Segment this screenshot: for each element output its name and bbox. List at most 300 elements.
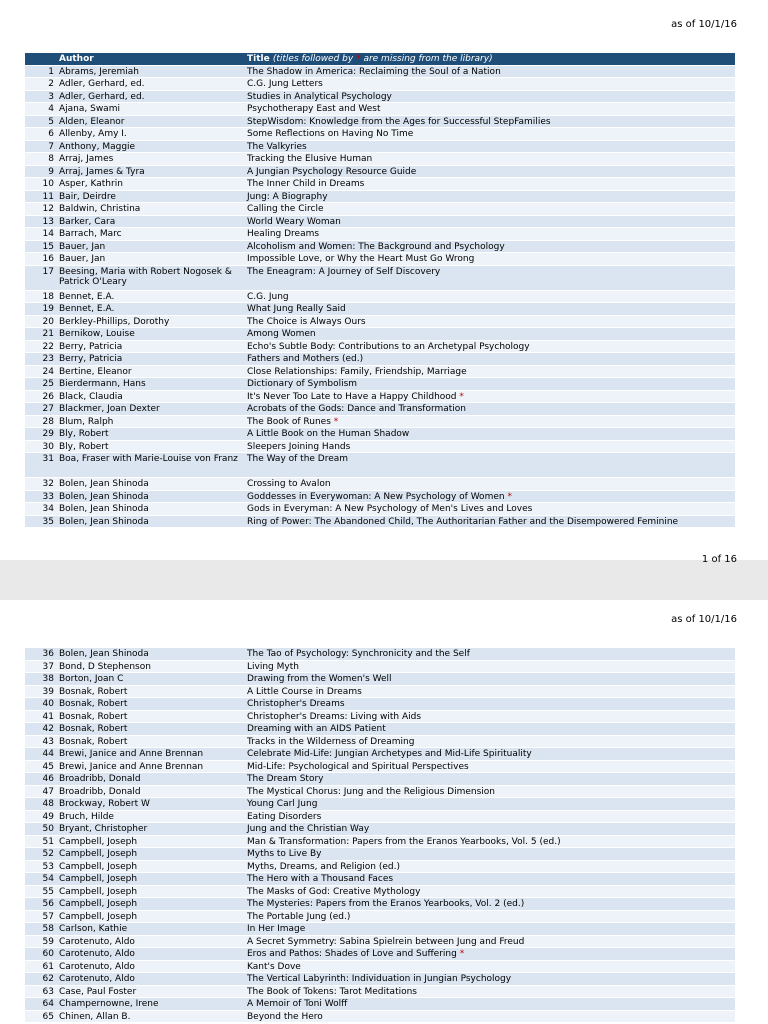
row-number: 59: [25, 935, 57, 948]
author-cell: Berkley-Phillips, Dorothy: [57, 315, 245, 328]
title-cell: [245, 165, 735, 178]
title-text: The Book of Tokens: Tarot Meditations: [247, 986, 417, 997]
title-text: The Vertical Labyrinth: Individuation in Jungian Psychology: [247, 974, 512, 984]
row-number: 53: [25, 860, 57, 873]
row-number: 31: [25, 453, 57, 478]
table-row: [25, 303, 735, 316]
author-cell: Bosnak, Robert: [57, 698, 245, 711]
title-cell: [245, 90, 735, 103]
author-cell: Abrams, Jeremiah: [57, 65, 245, 78]
table-row: [25, 948, 735, 961]
title-cell: [245, 365, 735, 378]
title-cell: [245, 440, 735, 453]
title-cell: [245, 773, 735, 786]
title-text: Eros and Pathos: Shades of Love and Suffering: [247, 949, 457, 959]
table-row: [25, 228, 735, 241]
title-cell: [245, 203, 735, 216]
row-number: 19: [25, 303, 57, 316]
title-cell: [245, 935, 735, 948]
author-cell: Campbell, Joseph: [57, 873, 245, 886]
title-text: Dreaming with an AIDS Patient: [247, 724, 386, 734]
row-number: 34: [25, 503, 57, 516]
table-row: [25, 960, 735, 973]
title-text: The Way of the Dream: [247, 454, 349, 464]
row-number: 41: [25, 710, 57, 723]
author-cell: Campbell, Joseph: [57, 910, 245, 923]
row-number: 7: [25, 140, 57, 153]
author-cell: Bauer, Jan: [57, 253, 245, 266]
author-cell: Adler, Gerhard, ed.: [57, 78, 245, 91]
author-column-header: Author: [57, 53, 245, 65]
row-number: 21: [25, 328, 57, 341]
title-cell: [245, 873, 735, 886]
table-row: [25, 998, 735, 1011]
title-cell: [245, 860, 735, 873]
table-row: [25, 710, 735, 723]
table-row: [25, 390, 735, 403]
author-cell: Bolen, Jean Shinoda: [57, 648, 245, 661]
title-text: Psychotherapy East and West: [247, 104, 381, 114]
row-number: 60: [25, 948, 57, 961]
title-text: Echo's Subtle Body: Contributions to an Archetypal Psychology: [247, 341, 530, 352]
title-cell: [245, 1010, 735, 1022]
title-text: Ring of Power: The Abandoned Child, The Authoritarian Father and the Disempowered Feminine: [247, 516, 679, 527]
title-cell: [245, 898, 735, 911]
title-text: Goddesses in Everywoman: A New Psychology of Women: [247, 491, 505, 502]
author-cell: Bennet, E.A.: [57, 290, 245, 303]
title-cell: [245, 190, 735, 203]
row-number: 22: [25, 340, 57, 353]
title-cell: [245, 698, 735, 711]
author-cell: Blackmer, Joan Dexter: [57, 403, 245, 416]
table-row: [25, 403, 735, 416]
title-text: A Secret Symmetry: Sabina Spielrein between Jung and Freud: [247, 936, 525, 947]
title-text: Crossing to Avalon: [247, 479, 331, 489]
row-number: 39: [25, 685, 57, 698]
author-cell: Barker, Cara: [57, 215, 245, 228]
author-cell: Brewi, Janice and Anne Brennan: [57, 748, 245, 761]
table-row: [25, 240, 735, 253]
title-text: The Dream Story: [247, 774, 324, 784]
title-text: The Mysteries: Papers from the Eranos Yearbooks, Vol. 2 (ed.): [247, 899, 525, 909]
author-cell: Broadribb, Donald: [57, 785, 245, 798]
author-cell: Bly, Robert: [57, 440, 245, 453]
row-number: 47: [25, 785, 57, 798]
author-cell: Bair, Deirdre: [57, 190, 245, 203]
title-text: Christopher's Dreams: Living with Aids: [247, 711, 422, 722]
title-cell: [245, 415, 735, 428]
author-cell: Ajana, Swami: [57, 103, 245, 116]
row-number: 51: [25, 835, 57, 848]
author-cell: Asper, Kathrin: [57, 178, 245, 191]
row-number: 26: [25, 390, 57, 403]
title-text: The Valkyries: [247, 141, 307, 152]
row-number: 30: [25, 440, 57, 453]
title-text: Beyond the Hero: [247, 1011, 323, 1022]
missing-note: (titles followed by * are missing from the library): [272, 54, 493, 64]
table-row: [25, 848, 735, 861]
table-row: [25, 698, 735, 711]
row-number: 46: [25, 773, 57, 786]
title-cell: [245, 760, 735, 773]
row-number: 42: [25, 723, 57, 736]
table-row: [25, 215, 735, 228]
title-text: The Inner Child in Dreams: [247, 179, 365, 189]
author-cell: Bolen, Jean Shinoda: [57, 503, 245, 516]
title-text: Healing Dreams: [247, 229, 320, 239]
title-cell: [245, 910, 735, 923]
author-cell: Baldwin, Christina: [57, 203, 245, 216]
author-cell: Arraj, James & Tyra: [57, 165, 245, 178]
missing-mark: *: [507, 491, 512, 502]
title-cell: [245, 948, 735, 961]
row-number: 29: [25, 428, 57, 441]
title-text: What Jung Really Said: [247, 304, 346, 314]
table-row: [25, 835, 735, 848]
title-text: Tracks in the Wilderness of Dreaming: [247, 736, 415, 747]
row-number: 32: [25, 478, 57, 491]
title-text: Sleepers Joining Hands: [247, 441, 351, 452]
row-number: 16: [25, 253, 57, 266]
title-cell: [245, 265, 735, 290]
row-number: 12: [25, 203, 57, 216]
author-cell: Bosnak, Robert: [57, 735, 245, 748]
author-cell: Campbell, Joseph: [57, 860, 245, 873]
author-cell: Campbell, Joseph: [57, 835, 245, 848]
table-row: [25, 153, 735, 166]
title-text: Living Myth: [247, 661, 299, 672]
title-text: Jung: A Biography: [247, 191, 328, 202]
table-row: [25, 823, 735, 836]
title-text: The Mystical Chorus: Jung and the Religious Dimension: [247, 786, 495, 797]
title-cell: [245, 478, 735, 491]
title-cell: [245, 78, 735, 91]
title-text: C.G. Jung: [247, 291, 289, 302]
row-number: 11: [25, 190, 57, 203]
table-row: [25, 178, 735, 191]
author-cell: Bruch, Hilde: [57, 810, 245, 823]
title-cell: [245, 103, 735, 116]
row-number: 13: [25, 215, 57, 228]
title-cell: [245, 315, 735, 328]
title-text: Kant's Dove: [247, 961, 301, 972]
as-of-date: as of 10/1/16: [671, 614, 737, 625]
row-number: 48: [25, 798, 57, 811]
author-cell: Campbell, Joseph: [57, 898, 245, 911]
author-cell: Broadribb, Donald: [57, 773, 245, 786]
table-row: [25, 810, 735, 823]
title-text: Acrobats of the Gods: Dance and Transformation: [247, 404, 467, 414]
title-cell: [245, 998, 735, 1011]
author-cell: Arraj, James: [57, 153, 245, 166]
number-column-header: [25, 53, 57, 65]
title-cell: [245, 923, 735, 936]
title-text: A Memoir of Toni Wolff: [247, 999, 348, 1009]
row-number: 64: [25, 998, 57, 1011]
table-row: [25, 685, 735, 698]
title-cell: [245, 848, 735, 861]
author-cell: Bauer, Jan: [57, 240, 245, 253]
table-row: [25, 1010, 735, 1022]
table-row: [25, 673, 735, 686]
row-number: 8: [25, 153, 57, 166]
title-cell: [245, 340, 735, 353]
author-cell: Allenby, Amy I.: [57, 128, 245, 141]
title-text: Fathers and Mothers (ed.): [247, 354, 364, 364]
title-cell: [245, 378, 735, 391]
author-cell: Bosnak, Robert: [57, 710, 245, 723]
author-cell: Carotenuto, Aldo: [57, 935, 245, 948]
row-number: 28: [25, 415, 57, 428]
row-number: 33: [25, 490, 57, 503]
title-text: The Eneagram: A Journey of Self Discovery: [247, 266, 441, 277]
title-cell: [245, 885, 735, 898]
title-text: A Little Course in Dreams: [247, 686, 362, 697]
row-number: 38: [25, 673, 57, 686]
table-row: [25, 165, 735, 178]
title-text: The Book of Runes: [247, 416, 331, 427]
title-header-label: Title: [247, 54, 270, 64]
row-number: 4: [25, 103, 57, 116]
table-row: [25, 885, 735, 898]
author-cell: Chinen, Allan B.: [57, 1010, 245, 1022]
table-row: [25, 328, 735, 341]
title-text: Impossible Love, or Why the Heart Must Go Wrong: [247, 254, 475, 264]
title-text: Myths to Live By: [247, 849, 322, 859]
title-cell: [245, 65, 735, 78]
table-row: [25, 648, 735, 661]
author-cell: Anthony, Maggie: [57, 140, 245, 153]
table-row: [25, 798, 735, 811]
author-cell: Bolen, Jean Shinoda: [57, 515, 245, 527]
title-text: A Jungian Psychology Resource Guide: [247, 166, 417, 177]
row-number: 54: [25, 873, 57, 886]
book-table-page-1: [25, 53, 735, 527]
table-row: [25, 723, 735, 736]
table-row: [25, 203, 735, 216]
author-cell: Carotenuto, Aldo: [57, 960, 245, 973]
row-number: 5: [25, 115, 57, 128]
title-text: Drawing from the Women's Well: [247, 674, 392, 684]
title-cell: [245, 503, 735, 516]
title-text: The Masks of God: Creative Mythology: [247, 886, 421, 897]
row-number: 17: [25, 265, 57, 290]
title-cell: [245, 128, 735, 141]
title-cell: [245, 390, 735, 403]
table-row: [25, 78, 735, 91]
table-row: [25, 290, 735, 303]
title-cell: [245, 823, 735, 836]
author-cell: Berry, Patricia: [57, 340, 245, 353]
author-cell: Bosnak, Robert: [57, 723, 245, 736]
title-cell: [245, 973, 735, 986]
row-number: 18: [25, 290, 57, 303]
title-text: StepWisdom: Knowledge from the Ages for Successful StepFamilies: [247, 116, 551, 127]
author-cell: Bernikow, Louise: [57, 328, 245, 341]
table-row: [25, 128, 735, 141]
table-row: [25, 478, 735, 491]
row-number: 6: [25, 128, 57, 141]
table-row: [25, 453, 735, 478]
table-row: [25, 315, 735, 328]
table-row: [25, 503, 735, 516]
title-cell: [245, 673, 735, 686]
as-of-date: as of 10/1/16: [671, 19, 737, 30]
table-row: [25, 253, 735, 266]
title-text: Man & Transformation: Papers from the Eranos Yearbooks, Vol. 5 (ed.): [247, 836, 561, 847]
author-cell: Boa, Fraser with Marie-Louise von Franz: [57, 453, 245, 478]
title-text: Some Reflections on Having No Time: [247, 129, 414, 139]
author-cell: Brockway, Robert W: [57, 798, 245, 811]
author-cell: Bertine, Eleanor: [57, 365, 245, 378]
table-row: [25, 860, 735, 873]
title-text: Myths, Dreams, and Religion (ed.): [247, 861, 400, 872]
author-cell: Alden, Eleanor: [57, 115, 245, 128]
title-text: In Her Image: [247, 924, 306, 934]
page-number: 1 of 16: [701, 554, 737, 565]
author-cell: Beesing, Maria with Robert Nogosek & Patrick O'Leary: [57, 265, 245, 290]
title-text: Young Carl Jung: [247, 799, 318, 809]
page-2: [0, 600, 768, 1024]
row-number: 20: [25, 315, 57, 328]
title-cell: [245, 215, 735, 228]
row-number: 14: [25, 228, 57, 241]
title-text: The Portable Jung (ed.): [247, 911, 351, 922]
row-number: 27: [25, 403, 57, 416]
title-cell: [245, 785, 735, 798]
row-number: 55: [25, 885, 57, 898]
author-cell: Bolen, Jean Shinoda: [57, 478, 245, 491]
author-cell: Carotenuto, Aldo: [57, 948, 245, 961]
row-number: 63: [25, 985, 57, 998]
title-text: Studies in Analytical Psychology: [247, 91, 392, 102]
author-cell: Bosnak, Robert: [57, 685, 245, 698]
table-row: [25, 660, 735, 673]
title-cell: [245, 515, 735, 527]
row-number: 40: [25, 698, 57, 711]
title-cell: [245, 290, 735, 303]
table-body: [25, 648, 735, 1023]
row-number: 3: [25, 90, 57, 103]
title-cell: [245, 685, 735, 698]
author-cell: Borton, Joan C: [57, 673, 245, 686]
row-number: 37: [25, 660, 57, 673]
author-cell: Bond, D Stephenson: [57, 660, 245, 673]
table-header-row: [25, 53, 735, 65]
title-cell: [245, 798, 735, 811]
title-text: Calling the Circle: [247, 204, 324, 214]
author-cell: Campbell, Joseph: [57, 885, 245, 898]
title-cell: [245, 453, 735, 478]
table-body: [25, 65, 735, 527]
title-cell: [245, 153, 735, 166]
title-cell: [245, 490, 735, 503]
author-cell: Bennet, E.A.: [57, 303, 245, 316]
row-number: 35: [25, 515, 57, 527]
title-text: Christopher's Dreams: [247, 699, 345, 709]
table-row: [25, 115, 735, 128]
author-cell: Bolen, Jean Shinoda: [57, 490, 245, 503]
table-row: [25, 910, 735, 923]
title-cell: [245, 140, 735, 153]
title-cell: [245, 115, 735, 128]
row-number: 10: [25, 178, 57, 191]
title-text: Among Women: [247, 329, 316, 339]
row-number: 1: [25, 65, 57, 78]
title-text: The Choice is Always Ours: [247, 316, 366, 327]
author-cell: Brewi, Janice and Anne Brennan: [57, 760, 245, 773]
title-text: Alcoholism and Women: The Background and Psychology: [247, 241, 505, 252]
author-cell: Bryant, Christopher: [57, 823, 245, 836]
title-text: Celebrate Mid-Life: Jungian Archetypes and Mid-Life Spirituality: [247, 749, 532, 759]
table-row: [25, 353, 735, 366]
table-row: [25, 973, 735, 986]
row-number: 61: [25, 960, 57, 973]
row-number: 65: [25, 1010, 57, 1022]
table-row: [25, 190, 735, 203]
title-cell: [245, 810, 735, 823]
table-row: [25, 985, 735, 998]
row-number: 45: [25, 760, 57, 773]
row-number: 62: [25, 973, 57, 986]
table-row: [25, 265, 735, 290]
row-number: 24: [25, 365, 57, 378]
title-cell: [245, 403, 735, 416]
title-cell: [245, 735, 735, 748]
table-row: [25, 140, 735, 153]
title-text: Gods in Everyman: A New Psychology of Men's Lives and Loves: [247, 504, 533, 514]
table-row: [25, 415, 735, 428]
book-table-page-2: [25, 647, 735, 1022]
row-number: 36: [25, 648, 57, 661]
author-cell: Adler, Gerhard, ed.: [57, 90, 245, 103]
table-row: [25, 873, 735, 886]
title-cell: [245, 228, 735, 241]
title-cell: [245, 240, 735, 253]
table-row: [25, 65, 735, 78]
title-cell: [245, 748, 735, 761]
author-cell: Blum, Ralph: [57, 415, 245, 428]
table-row: [25, 428, 735, 441]
title-text: A Little Book on the Human Shadow: [247, 429, 410, 439]
author-cell: Champernowne, Irene: [57, 998, 245, 1011]
title-text: Jung and the Christian Way: [247, 824, 370, 834]
title-text: The Hero with a Thousand Faces: [247, 874, 394, 884]
title-text: World Weary Woman: [247, 216, 341, 227]
page-gap: [0, 560, 768, 600]
author-cell: Carlson, Kathie: [57, 923, 245, 936]
row-number: 25: [25, 378, 57, 391]
title-cell: [245, 428, 735, 441]
table-row: [25, 90, 735, 103]
row-number: 56: [25, 898, 57, 911]
table-row: [25, 760, 735, 773]
table-row: [25, 935, 735, 948]
title-text: The Shadow in America: Reclaiming the Soul of a Nation: [247, 66, 501, 77]
title-text: Mid-Life: Psychological and Spiritual Perspectives: [247, 761, 469, 772]
row-number: 44: [25, 748, 57, 761]
table-row: [25, 515, 735, 527]
author-cell: Black, Claudia: [57, 390, 245, 403]
title-cell: [245, 178, 735, 191]
title-text: It's Never Too Late to Have a Happy Childhood: [247, 391, 457, 402]
table-row: [25, 785, 735, 798]
table-row: [25, 490, 735, 503]
title-text: The Tao of Psychology: Synchronicity and the Self: [247, 649, 470, 659]
title-cell: [245, 710, 735, 723]
title-cell: [245, 660, 735, 673]
table-row: [25, 340, 735, 353]
